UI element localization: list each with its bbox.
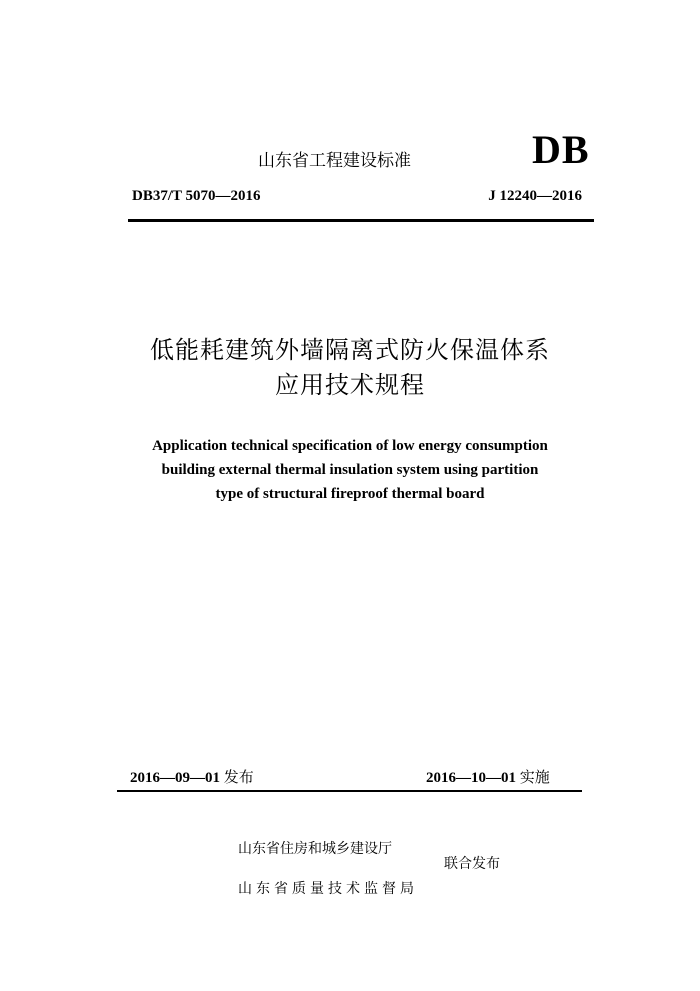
- top-divider: [128, 219, 594, 222]
- issuer-quality-bureau: 山东省质量技术监督局: [238, 881, 418, 897]
- issue-date: 2016—09—01: [130, 770, 220, 786]
- issue-label: 发布: [223, 768, 254, 786]
- title-en-line1: Application technical specification of low energy consumption: [152, 438, 548, 454]
- implementation-date: 2016—10—01: [426, 770, 516, 786]
- title-en-line3: type of structural fireproof thermal board: [215, 486, 485, 502]
- title-zh-line1: 低能耗建筑外墙隔离式防火保温体系: [150, 336, 550, 364]
- issuer-housing-department: 山东省住房和城乡建设厅: [238, 841, 392, 857]
- implementation-label: 实施: [519, 768, 550, 786]
- record-number: J 12240—2016: [488, 188, 582, 204]
- implementation-date-line: [426, 766, 550, 787]
- standard-number: DB37/T 5070—2016: [132, 188, 261, 204]
- title-en-line2: building external thermal insulation system using partition: [161, 462, 539, 478]
- db-mark: DB: [532, 127, 590, 172]
- issue-date-line: [130, 766, 254, 787]
- standard-type: 山东省工程建设标准: [258, 151, 411, 171]
- title-zh-line2: 应用技术规程: [275, 371, 425, 399]
- joint-issue-label: 联合发布: [444, 856, 500, 872]
- bottom-divider: [117, 790, 582, 792]
